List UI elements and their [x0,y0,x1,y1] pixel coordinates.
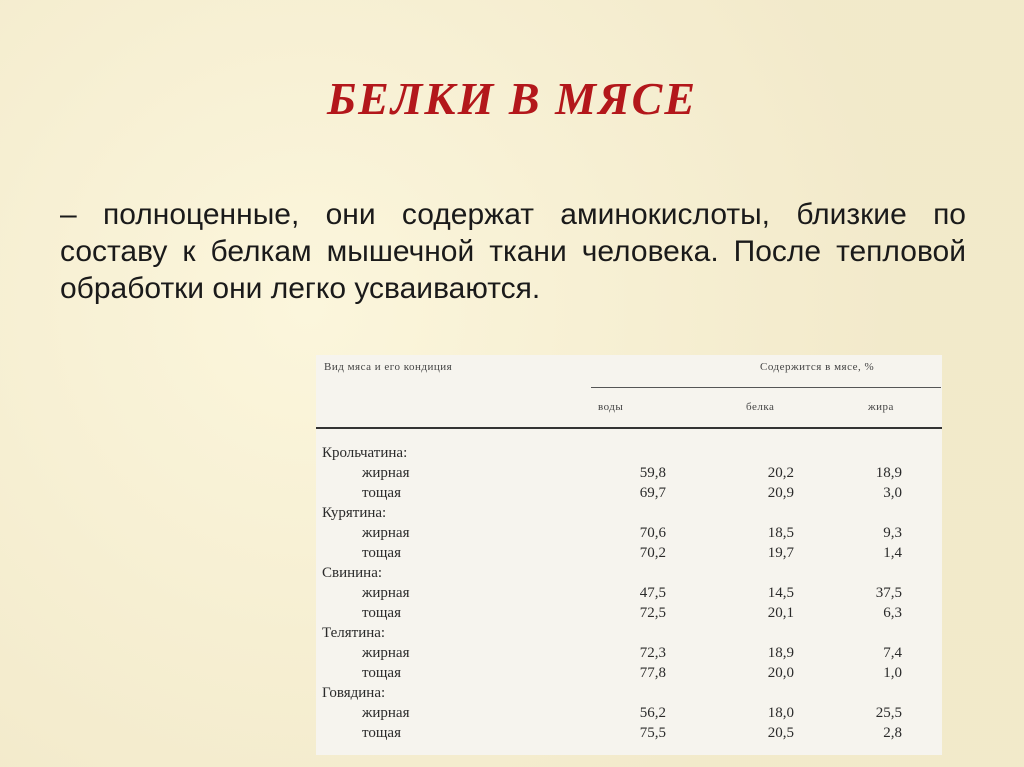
cell-protein: 18,5 [767,525,794,541]
row-label: тощая [362,665,401,681]
header-col-protein: белка [746,401,775,413]
cell-water: 56,2 [639,705,666,721]
group-row [316,445,942,465]
table-row [316,545,942,565]
cell-protein: 20,1 [767,605,794,621]
group-label: Свинина: [322,565,383,581]
header-subrule [591,387,941,388]
row-label: жирная [362,465,410,481]
cell-water: 72,5 [639,605,666,621]
table-row [316,725,942,745]
cell-fat: 6,3 [883,605,902,621]
table-row [316,465,942,485]
row-label: тощая [362,485,401,501]
group-label: Курятина: [322,505,387,521]
cell-protein: 19,7 [767,545,794,561]
cell-fat: 9,3 [883,525,902,541]
cell-water: 70,6 [639,525,666,541]
table-row [316,485,942,505]
header-content-group: Содержится в мясе, % [760,361,875,373]
cell-water: 59,8 [639,465,666,481]
row-label: тощая [362,605,401,621]
header-meat-type: Вид мяса и его кондиция [324,361,453,373]
cell-protein: 20,5 [767,725,794,741]
cell-fat: 37,5 [875,585,902,601]
group-label: Крольчатина: [322,445,408,461]
cell-protein: 14,5 [767,585,794,601]
cell-fat: 3,0 [883,485,902,501]
cell-fat: 1,0 [883,665,902,681]
intro-paragraph: – полноценные, они содержат аминокислоты, близкие по составу к белкам мышечной ткани человека. После тепловой обработки они легко усваиваются. [60,198,966,305]
cell-protein: 18,9 [767,645,794,661]
table-row [316,585,942,605]
cell-water: 72,3 [639,645,666,661]
row-label: жирная [362,525,410,541]
group-label: Говядина: [322,685,386,701]
header-bottom-rule [316,427,942,429]
table-row [316,705,942,725]
cell-water: 47,5 [639,585,666,601]
header-col-fat: жира [868,401,894,413]
cell-water: 75,5 [639,725,666,741]
group-row [316,625,942,645]
row-label: жирная [362,585,410,601]
group-label: Телятина: [322,625,386,641]
cell-water: 69,7 [639,485,666,501]
row-label: жирная [362,705,410,721]
cell-fat: 2,8 [883,725,902,741]
table-row [316,525,942,545]
cell-protein: 20,9 [767,485,794,501]
cell-water: 70,2 [639,545,666,561]
header-col-water: воды [598,401,624,413]
slide-title: БЕЛКИ В МЯСЕ [326,73,698,124]
table-row [316,665,942,685]
cell-fat: 18,9 [875,465,902,481]
group-row [316,565,942,585]
table-row [316,605,942,625]
row-label: тощая [362,725,401,741]
cell-water: 77,8 [639,665,666,681]
meat-composition-table [316,355,942,755]
cell-protein: 20,0 [767,665,794,681]
cell-fat: 7,4 [883,645,902,661]
cell-fat: 1,4 [883,545,902,561]
cell-protein: 20,2 [767,465,794,481]
row-label: жирная [362,645,410,661]
row-label: тощая [362,545,401,561]
group-row [316,505,942,525]
cell-fat: 25,5 [875,705,902,721]
table-row [316,645,942,665]
group-row [316,685,942,705]
cell-protein: 18,0 [767,705,794,721]
